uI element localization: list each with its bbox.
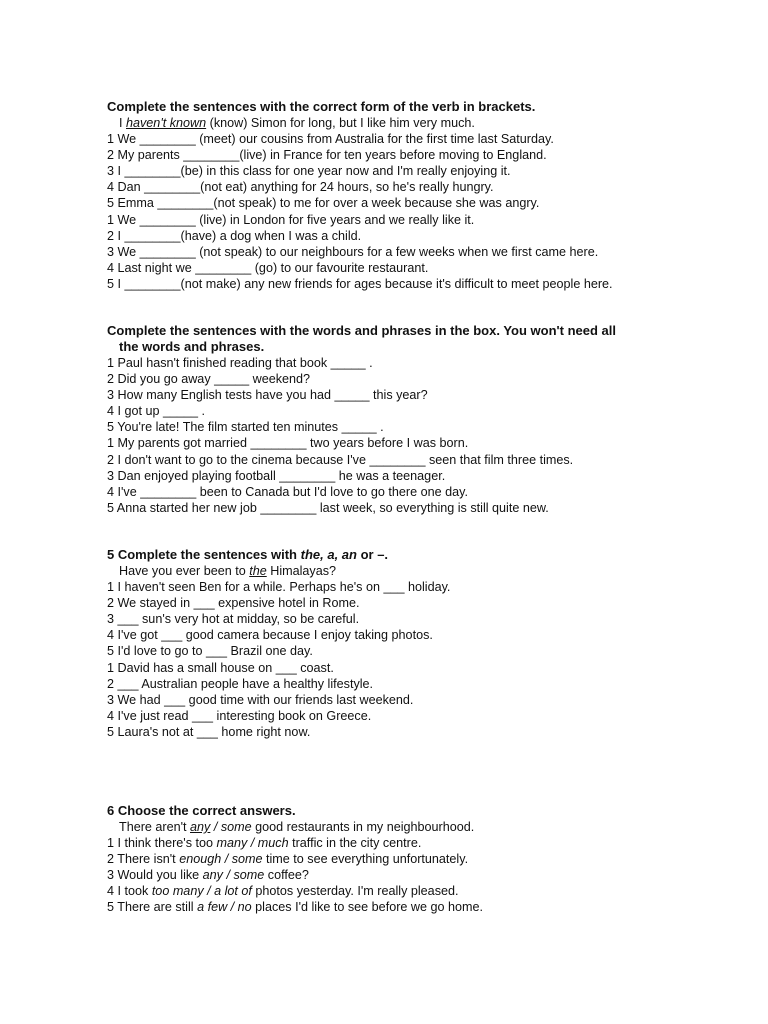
example-sentence: Have you ever been to the Himalayas? — [119, 564, 337, 578]
exercise-item: 5 Laura's not at ___ home right now. — [107, 724, 311, 739]
answer-options: any / some — [202, 868, 265, 883]
example-answer: the — [249, 564, 267, 578]
exercise-item: 5 I'd love to go to ___ Brazil one day. — [107, 644, 313, 659]
example-sentence: I haven't known (know) Simon for long, but I like him very much. — [119, 116, 475, 130]
exercise-item: 4 I've just read ___ interesting book on Greece. — [107, 708, 372, 723]
exercise-item: 4 I got up _____ . — [107, 404, 206, 419]
exercise-item: 1 We ________ (live) in London for five years and we really like it. — [107, 212, 475, 227]
exercise-item: 4 I've got ___ good camera because I enjoy taking photos. — [107, 628, 433, 643]
exercise-item: 2 ___ Australian people have a healthy lifestyle. — [107, 676, 374, 691]
exercise-item: 1 We ________ (meet) our cousins from Australia for the first time last Saturday. — [107, 132, 554, 147]
exercise-item: 1 Paul hasn't finished reading that book _____ . — [107, 356, 373, 370]
section-heading: Complete the sentences with the correct form of the verb in brackets. — [107, 99, 536, 114]
exercise-item: 1 My parents got married ________ two years before I was born. — [107, 436, 469, 451]
answer-options: many / much — [216, 836, 289, 851]
exercise-item: 2 I don't want to go to the cinema because I've ________ seen that film three times. — [107, 452, 574, 467]
exercise-item: 2 Did you go away _____ weekend? — [107, 372, 311, 387]
example-sentence: There aren't any / some good restaurants in my neighbourhood. — [119, 820, 475, 834]
exercise-item: 4 Dan ________(not eat) anything for 24 hours, so he's really hungry. — [107, 180, 494, 195]
section-heading: Complete the sentences with the words and phrases in the box. You won't need all the words and phrases. — [107, 323, 616, 354]
exercise-item: 5 You're late! The film started ten minutes _____ . — [107, 420, 384, 435]
exercise-item: 5 Emma ________(not speak) to me for over a week because she was angry. — [107, 196, 540, 211]
exercise-item: 2 We stayed in ___ expensive hotel in Rome. — [107, 596, 360, 611]
section-heading: 5 Complete the sentences with the, a, an or –. — [107, 547, 389, 562]
exercise-item: 4 I've ________ been to Canada but I'd love to go there one day. — [107, 484, 468, 499]
section-articles — [107, 547, 707, 740]
exercise-item: 3 Dan enjoyed playing football ________ he was a teenager. — [107, 468, 446, 483]
example-answer: haven't known — [126, 116, 207, 130]
exercise-item: 3 Would you like any / some coffee? — [107, 868, 309, 883]
section-verb-forms — [107, 99, 707, 292]
exercise-item: 4 Last night we ________ (go) to our favourite restaurant. — [107, 260, 429, 275]
section-words-phrases — [107, 323, 707, 516]
section-heading: 6 Choose the correct answers. — [107, 803, 296, 818]
answer-options: enough / some — [179, 852, 263, 867]
exercise-item: 2 I ________(have) a dog when I was a child. — [107, 228, 362, 243]
answer-options: a few / no — [197, 900, 252, 915]
exercise-item: 2 There isn't enough / some time to see everything unfortunately. — [107, 852, 469, 867]
exercise-item: 2 My parents ________(live) in France for ten years before moving to England. — [107, 148, 547, 163]
example-answer: any — [190, 820, 211, 834]
answer-options: too many / a lot of — [151, 884, 252, 899]
exercise-item: 1 David has a small house on ___ coast. — [107, 660, 334, 675]
exercise-item: 1 I think there's too many / much traffic in the city centre. — [107, 836, 422, 851]
exercise-item: 3 I ________(be) in this class for one year now and I'm really enjoying it. — [107, 164, 511, 179]
exercise-item: 5 I ________(not make) any new friends for ages because it's difficult to meet people here. — [107, 276, 613, 291]
exercise-item: 5 Anna started her new job ________ last week, so everything is still quite new. — [107, 500, 549, 515]
exercise-item: 5 There are still a few / no places I'd like to see before we go home. — [107, 900, 483, 915]
exercise-item: 1 I haven't seen Ben for a while. Perhaps he's on ___ holiday. — [107, 580, 451, 595]
exercise-item: 4 I took too many / a lot of photos yesterday. I'm really pleased. — [107, 884, 459, 899]
exercise-item: 3 How many English tests have you had _____ this year? — [107, 388, 428, 403]
exercise-item: 3 We ________ (not speak) to our neighbours for a few weeks when we first came here. — [107, 244, 599, 259]
section-choose-answers — [107, 803, 707, 916]
exercise-item: 3 ___ sun's very hot at midday, so be careful. — [107, 612, 360, 627]
exercise-item: 3 We had ___ good time with our friends last weekend. — [107, 692, 414, 707]
